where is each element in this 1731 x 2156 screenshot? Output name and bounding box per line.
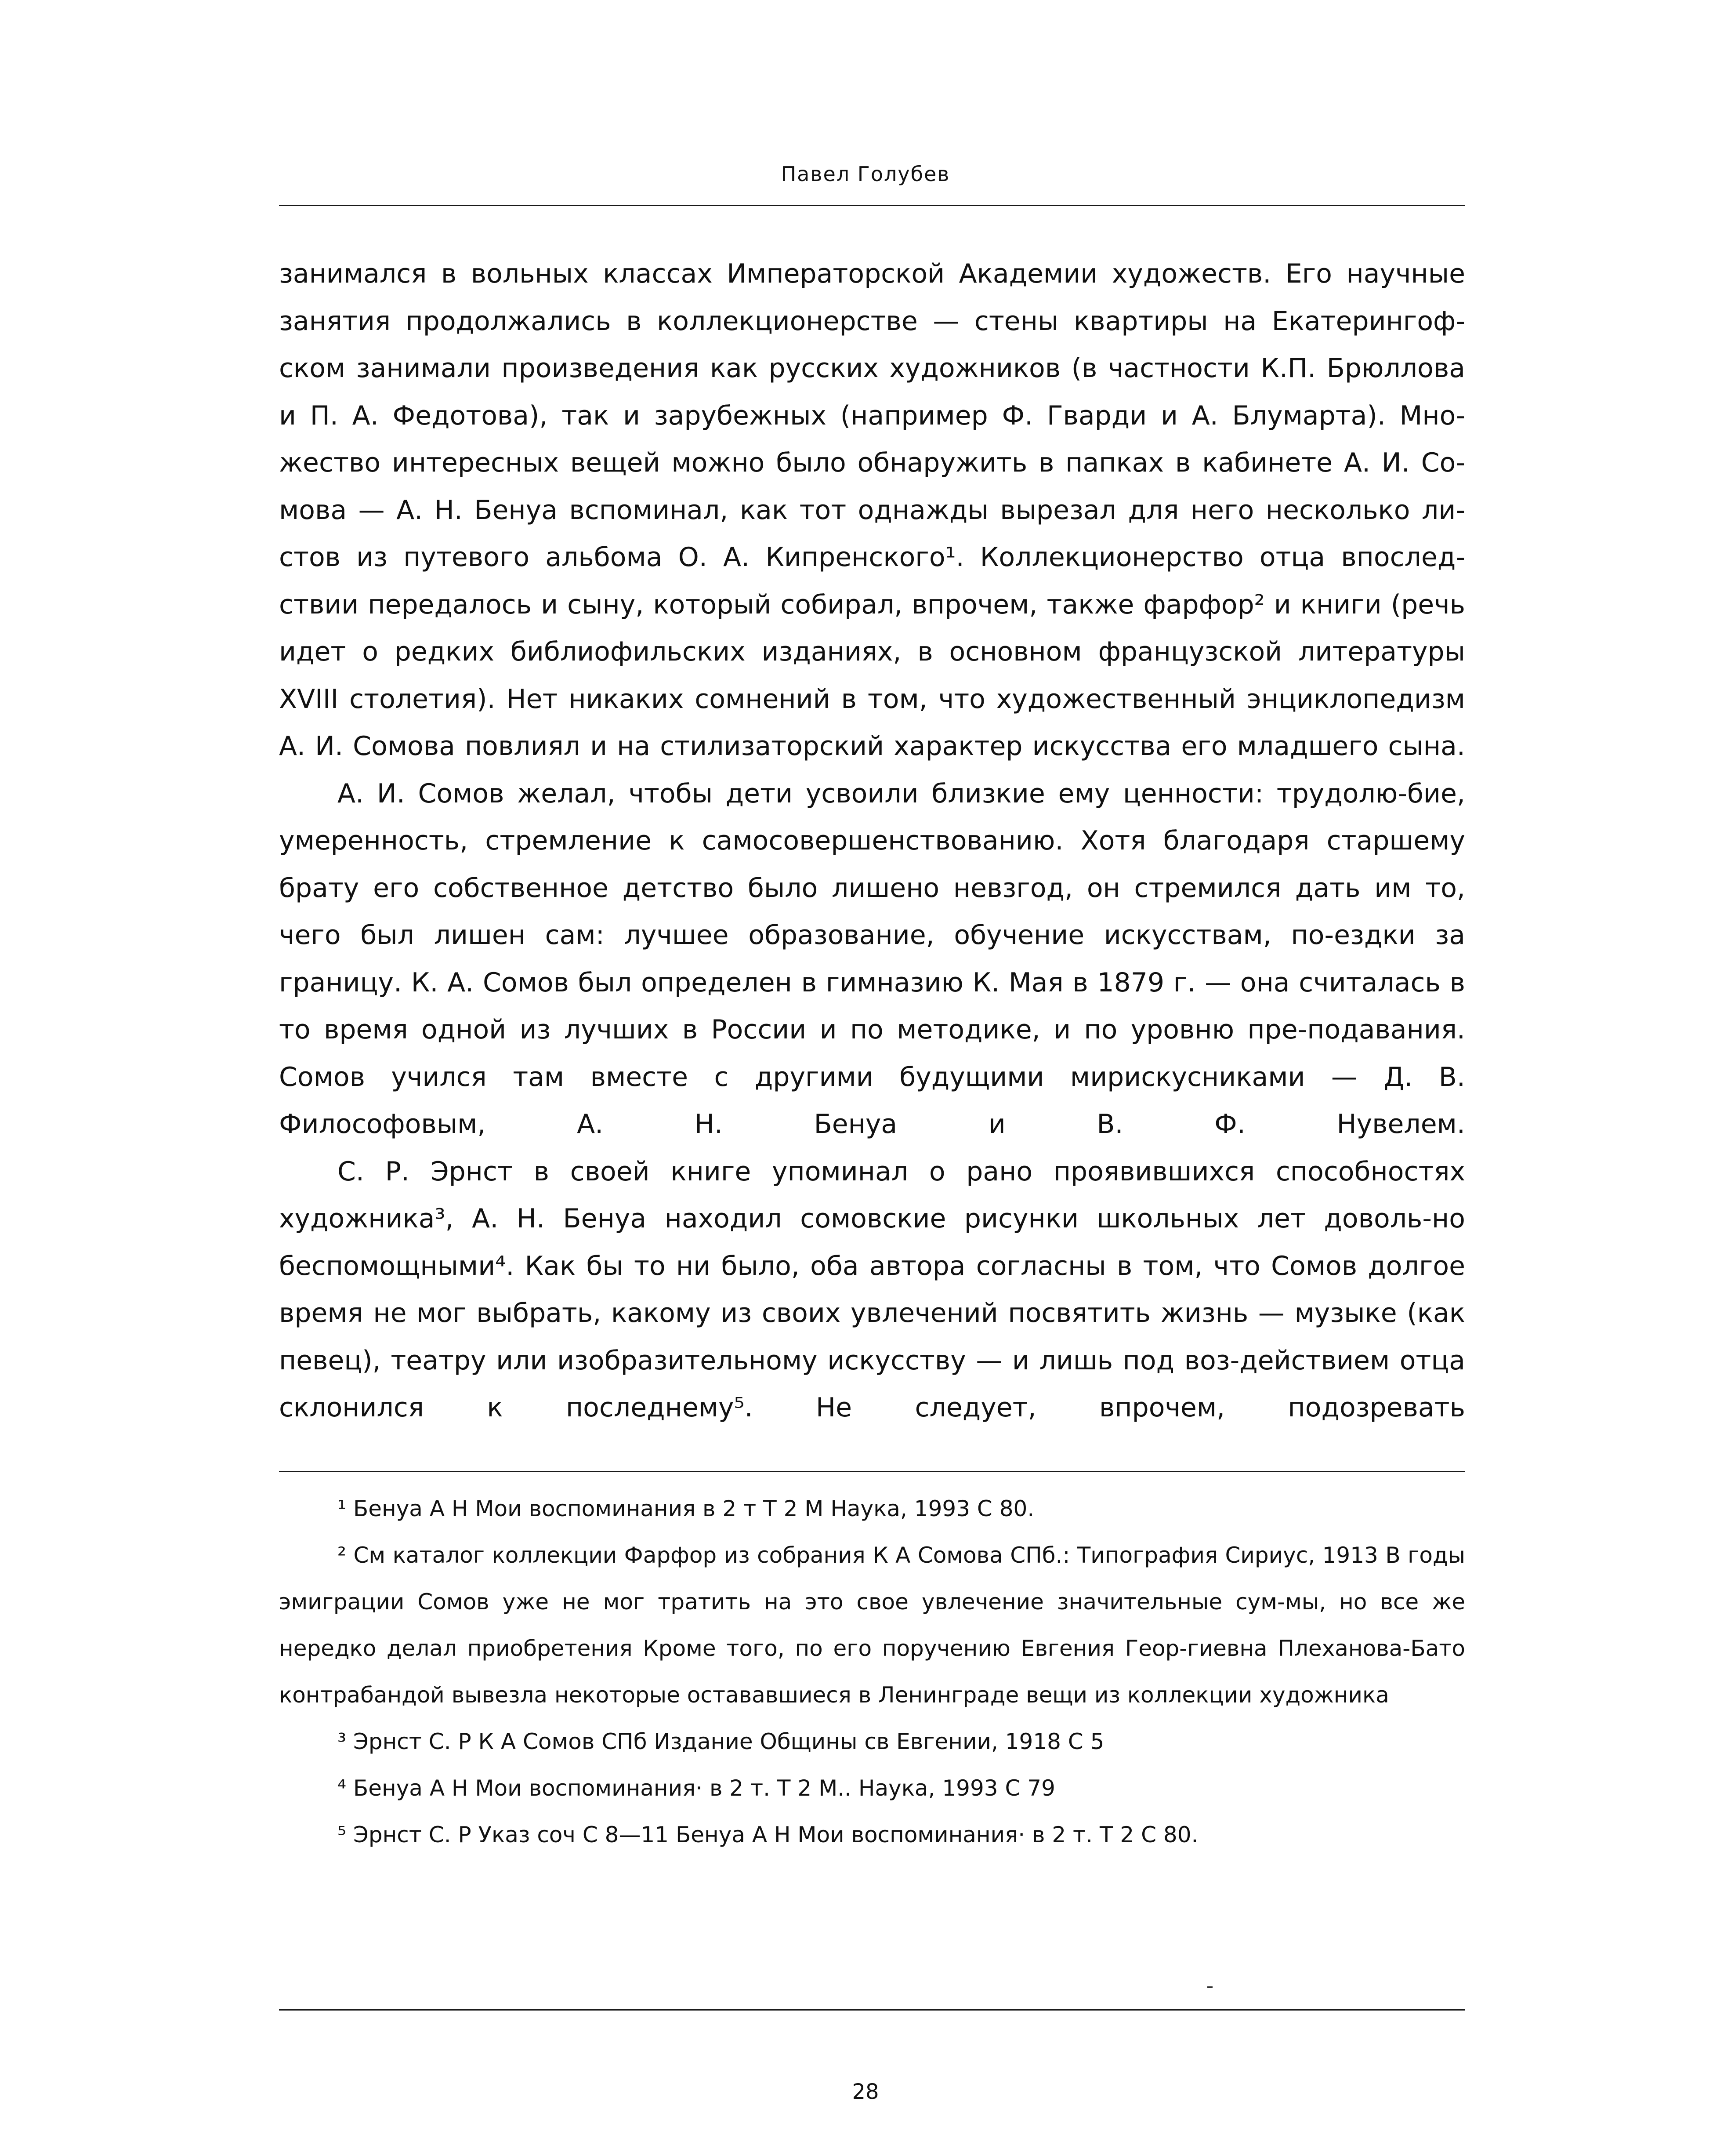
footnotes bbox=[279, 1485, 1465, 1858]
footnote-1: ¹ Бенуа А Н Мои воспоминания в 2 т Т 2 М Наука, 1993 С 80. bbox=[337, 1496, 1035, 1521]
body-paragraph-1: занимался в вольных классах Императорской Академии художеств. Его научные занятия продолжались в коллекционерстве — стены квартиры на Екатерингоф-ском занимали произведения как русских художников (в частности К.П. Брюллова и П. А. Федотова), так и зарубежных (например Ф. Гварди и А. Блумарта). Мно-жество интересных вещей можно было обнаружить в папках в кабинете А. И. Со-мова — А. Н. Бенуа вспоминал, как тот однажды вырезал для него несколько ли-стов из путевого альбома О. А. Кипренского¹. Коллекционерство отца впослед-ствии передалось и сыну, который собирал, впрочем, также фарфор² и книги (речь идет о редких библиофильских изданиях, в основном французской литературы XVIII столетия). Нет никаких сомнений в том, что художественный энциклопедизм А. И. Сомова повлиял и на стилизаторский характер искусства его младшего сына. bbox=[279, 258, 1465, 762]
footnote-2: ² См каталог коллекции Фарфор из собрания К А Сомова СПб.: Типография Сириус, 1913 В годы эмиграции Сомов уже не мог тратить на это свое увлечение значительные сум-мы, но все же нередко делал приобретения Кроме того, по его поручению Евгения Геор-гиевна Плеханова-Бато контрабандой вывезла некоторые остававшиеся в Ленинграде вещи из коллекции художника bbox=[279, 1543, 1465, 1708]
body-paragraph-3: С. Р. Эрнст в своей книге упоминал о рано проявившихся способностях художника³, А. Н. Бенуа находил сомовские рисунки школьных лет доволь-но беспомощными⁴. Как бы то ни было, оба автора согласны в том, что Сомов долгое время не мог выбрать, какому из своих увлечений посвятить жизнь — музыке (как певец), театру или изобразительному искусству — и лишь под воз-действием отца склонился к последнему⁵. Не следует, впрочем, подозревать bbox=[279, 1156, 1465, 1423]
running-head: Павел Голубев bbox=[781, 162, 950, 186]
body-paragraph-2: А. И. Сомов желал, чтобы дети усвоили близкие ему ценности: трудолю-бие, умеренность, стремление к самосовершенствованию. Хотя благодаря старшему брату его собственное детство было лишено невзгод, он стремился дать им то, чего был лишен сам: лучшее образование, обучение искусствам, по-ездки за границу. К. А. Сомов был определен в гимназию К. Мая в 1879 г. — она считалась в то время одной из лучших в России и по методике, и по уровню пре-подавания. Сомов учился там вместе с другими будущими мирискусниками — Д. В. Философовым, А. Н. Бенуа и В. Ф. Нувелем. bbox=[279, 778, 1465, 1140]
page-number: 28 bbox=[852, 2080, 879, 2104]
footnote-3: ³ Эрнст С. Р К А Сомов СПб Издание Общины св Евгении, 1918 С 5 bbox=[337, 1729, 1105, 1754]
main-text bbox=[279, 250, 1465, 1432]
header-rule bbox=[279, 205, 1465, 206]
footnote-4: ⁴ Бенуа А Н Мои воспоминания· в 2 т. Т 2 М.. Наука, 1993 С 79 bbox=[337, 1775, 1055, 1801]
footnote-5: ⁵ Эрнст С. Р Указ соч С 8—11 Бенуа А Н Мои воспоминания· в 2 т. Т 2 С 80. bbox=[337, 1822, 1199, 1847]
footer-rule bbox=[279, 2009, 1465, 2011]
stray-mark bbox=[1207, 1986, 1213, 1988]
footnote-separator-rule bbox=[279, 1471, 1465, 1472]
